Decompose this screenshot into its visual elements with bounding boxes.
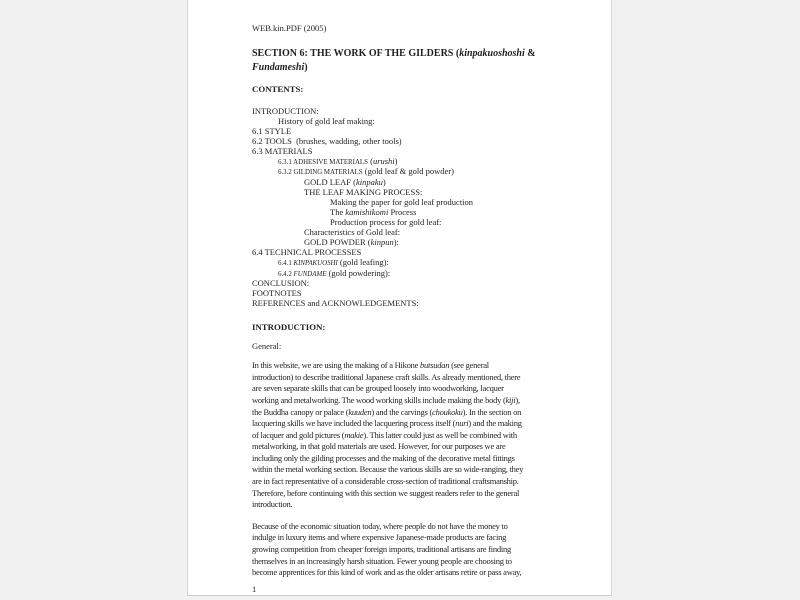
- toc-item: 6.2 TOOLS (brushes, wadding, other tools): [252, 135, 402, 146]
- toc-item: The kamishikomi Process: [330, 207, 417, 218]
- toc-item: 6.1 STYLE: [252, 125, 292, 136]
- paragraph: [252, 521, 551, 579]
- toc-item: 6.4 TECHNICAL PROCESSES: [252, 246, 362, 257]
- paragraph-line: introduction.: [252, 499, 293, 510]
- toc-item: REFERENCES and ACKNOWLEDGEMENTS:: [252, 298, 419, 309]
- toc-item: 6.4.1 KINPAKUOSHI (gold leafing):: [278, 256, 389, 267]
- toc-item: 6.4.2 FUNDAME (gold powdering):: [278, 267, 391, 278]
- toc-item: 6.3 MATERIALS: [252, 145, 313, 156]
- toc-item: GOLD POWDER (kinpun):: [304, 236, 399, 247]
- paragraph-line: In this website, we are using the making of a Hikone butsudan (see general: [252, 360, 489, 371]
- toc-item: GOLD LEAF (kinpaku): [304, 177, 386, 188]
- page-number: 1: [252, 583, 257, 594]
- paragraph-line: are in fact representative of a considerable cross-section of traditional craftsmanship.: [252, 476, 519, 487]
- toc-item: Production process for gold leaf:: [330, 216, 442, 227]
- paragraph-line: introduction) to describe traditional Japanese craft skills. As already mentioned, there: [252, 371, 521, 382]
- introduction-heading: INTRODUCTION:: [252, 322, 326, 333]
- general-label: General:: [252, 341, 282, 352]
- toc-item: FOOTNOTES: [252, 288, 302, 299]
- paragraph-line: of lacquer and gold pictures (makie). This latter could just as well be combined with: [252, 429, 517, 440]
- paragraph-line: lacquering skills we have included the lacquering process itself (nuri) and the making: [252, 418, 522, 429]
- section-title-line: SECTION 6: THE WORK OF THE GILDERS (kinpakuoshoshi &: [252, 48, 536, 59]
- toc-item: INTRODUCTION:: [252, 106, 319, 116]
- paragraph-line: become apprentices for this kind of work and as the older artisans retire or pass away,: [252, 567, 522, 578]
- paragraph-line: within the metal working section. Because the various skills are so wide-ranging, they: [252, 464, 524, 475]
- toc-item: Characteristics of Gold leaf:: [304, 226, 401, 237]
- table-of-contents: [252, 107, 551, 309]
- paragraph-line: indulge in luxury items and where expensive Japanese-made products are facing: [252, 532, 507, 543]
- toc-item: 6.3.1 ADHESIVE MATERIALS (urushi): [278, 155, 398, 166]
- paragraph-line: working and metalworking. The wood working skills include making the body (kiji),: [252, 394, 520, 405]
- contents-heading: CONTENTS:: [252, 84, 304, 94]
- toc-item: 6.3.2 GILDING MATERIALS (gold leaf & gold powder): [278, 166, 454, 177]
- toc-item: History of gold leaf making:: [278, 115, 375, 126]
- document-reference: WEB.kin.PDF (2005): [252, 23, 327, 33]
- toc-item: CONCLUSION:: [252, 278, 310, 289]
- section-title-line: Fundameshi): [252, 62, 308, 73]
- toc-item: Making the paper for gold leaf production: [330, 197, 474, 208]
- paragraph: [252, 360, 551, 511]
- paragraph-line: metalworking, in that gold materials are used. However, for our purposes we are: [252, 441, 506, 452]
- paragraph-line: are seven separate skills that can be grouped loosely into woodworking, lacquer: [252, 383, 504, 394]
- paragraph-line: growing competition from cheaper foreign imports, traditional artisans are finding: [252, 544, 511, 555]
- paragraph-line: including only the gilding processes and the making of the decorative metal fittings: [252, 452, 515, 463]
- introduction-paragraphs: [252, 360, 551, 579]
- toc-item: THE LEAF MAKING PROCESS:: [304, 187, 423, 198]
- paragraph-line: Because of the economic situation today, where people do not have the money to: [252, 520, 508, 531]
- paragraph-line: the Buddha canopy or palace (kuuden) and the carvings (choukoku). In the section on: [252, 406, 522, 417]
- section-title: [252, 47, 551, 75]
- paragraph-line: Therefore, before continuing with this section we suggest readers refer to the general: [252, 487, 520, 498]
- paragraph-line: themselves in an increasingly harsh situation. Fewer young people are choosing to: [252, 555, 512, 566]
- document-page: [187, 0, 612, 596]
